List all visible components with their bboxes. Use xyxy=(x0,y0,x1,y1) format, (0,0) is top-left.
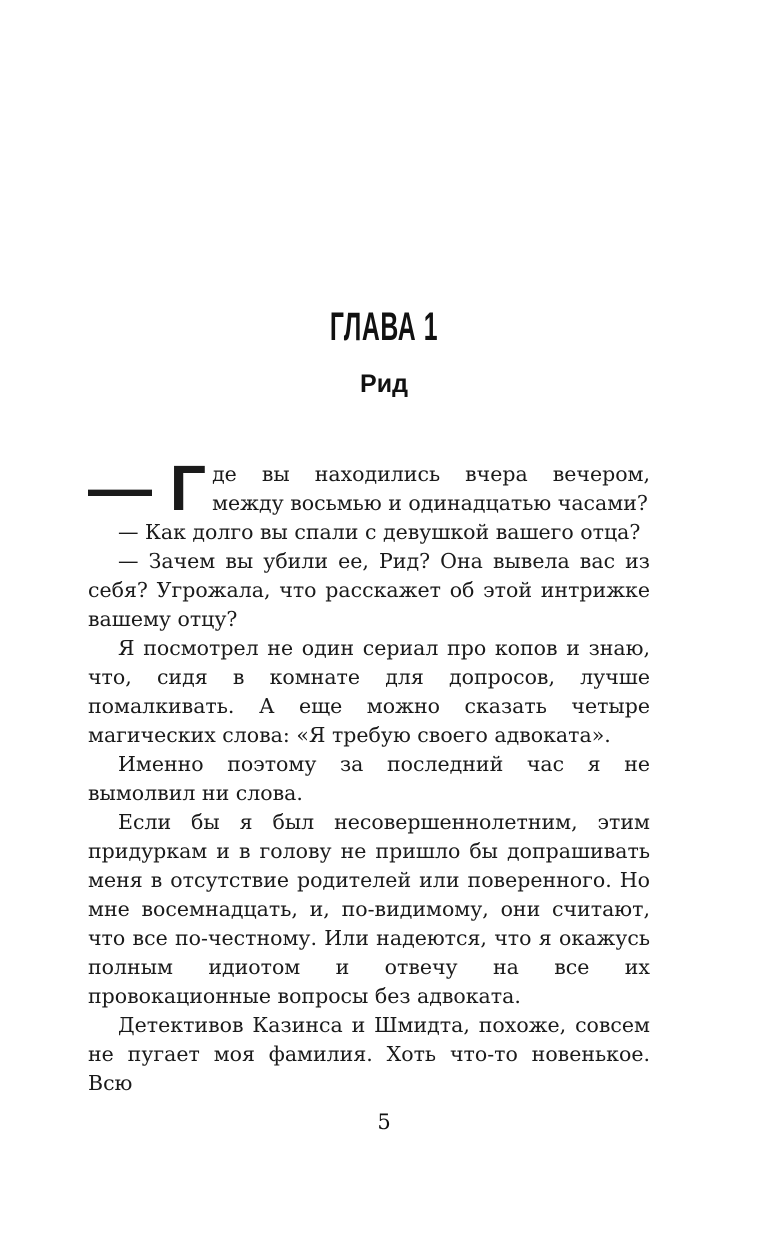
chapter-subtitle: Рид xyxy=(360,370,408,398)
paragraph: — Зачем вы убили ее, Рид? Она вывела вас из себя? Угрожала, что расскажет об этой интрижке вашему отцу? xyxy=(88,549,650,631)
drop-cap: — Г xyxy=(88,452,207,524)
paragraph-text: де вы находились вчера вечером, между восьмью и одинадцатью часами? xyxy=(212,462,650,515)
chapter-title: ГЛАВА 1 xyxy=(329,305,439,349)
paragraph xyxy=(88,452,650,524)
body-text xyxy=(88,452,650,1098)
paragraph: Именно поэтому за последний час я не вымолвил ни слова. xyxy=(88,752,650,805)
paragraph: — Как долго вы спали с девушкой вашего отца? xyxy=(118,520,641,544)
page-number: 5 xyxy=(377,1110,391,1134)
paragraph: Я посмотрел не один сериал про копов и знаю, что, сидя в комнате для допросов, лучше помалкивать. А еще можно сказать четыре магических слова: «Я требую своего адвоката». xyxy=(88,636,650,747)
paragraph: Если бы я был несовершеннолетним, этим придуркам и в голову не пришло бы допрашивать меня в отсутствие родителей или поверенного. Но мне восемнадцать, и, по-видимому, они считают, что все по-честному. Или надеются, что я окажусь полным идиотом и отвечу на все их провокационные вопросы без адвоката. xyxy=(88,810,650,1008)
paragraph: Детективов Казинса и Шмидта, похоже, совсем не пугает моя фамилия. Хоть что-то новенькое. Всю xyxy=(88,1013,650,1095)
